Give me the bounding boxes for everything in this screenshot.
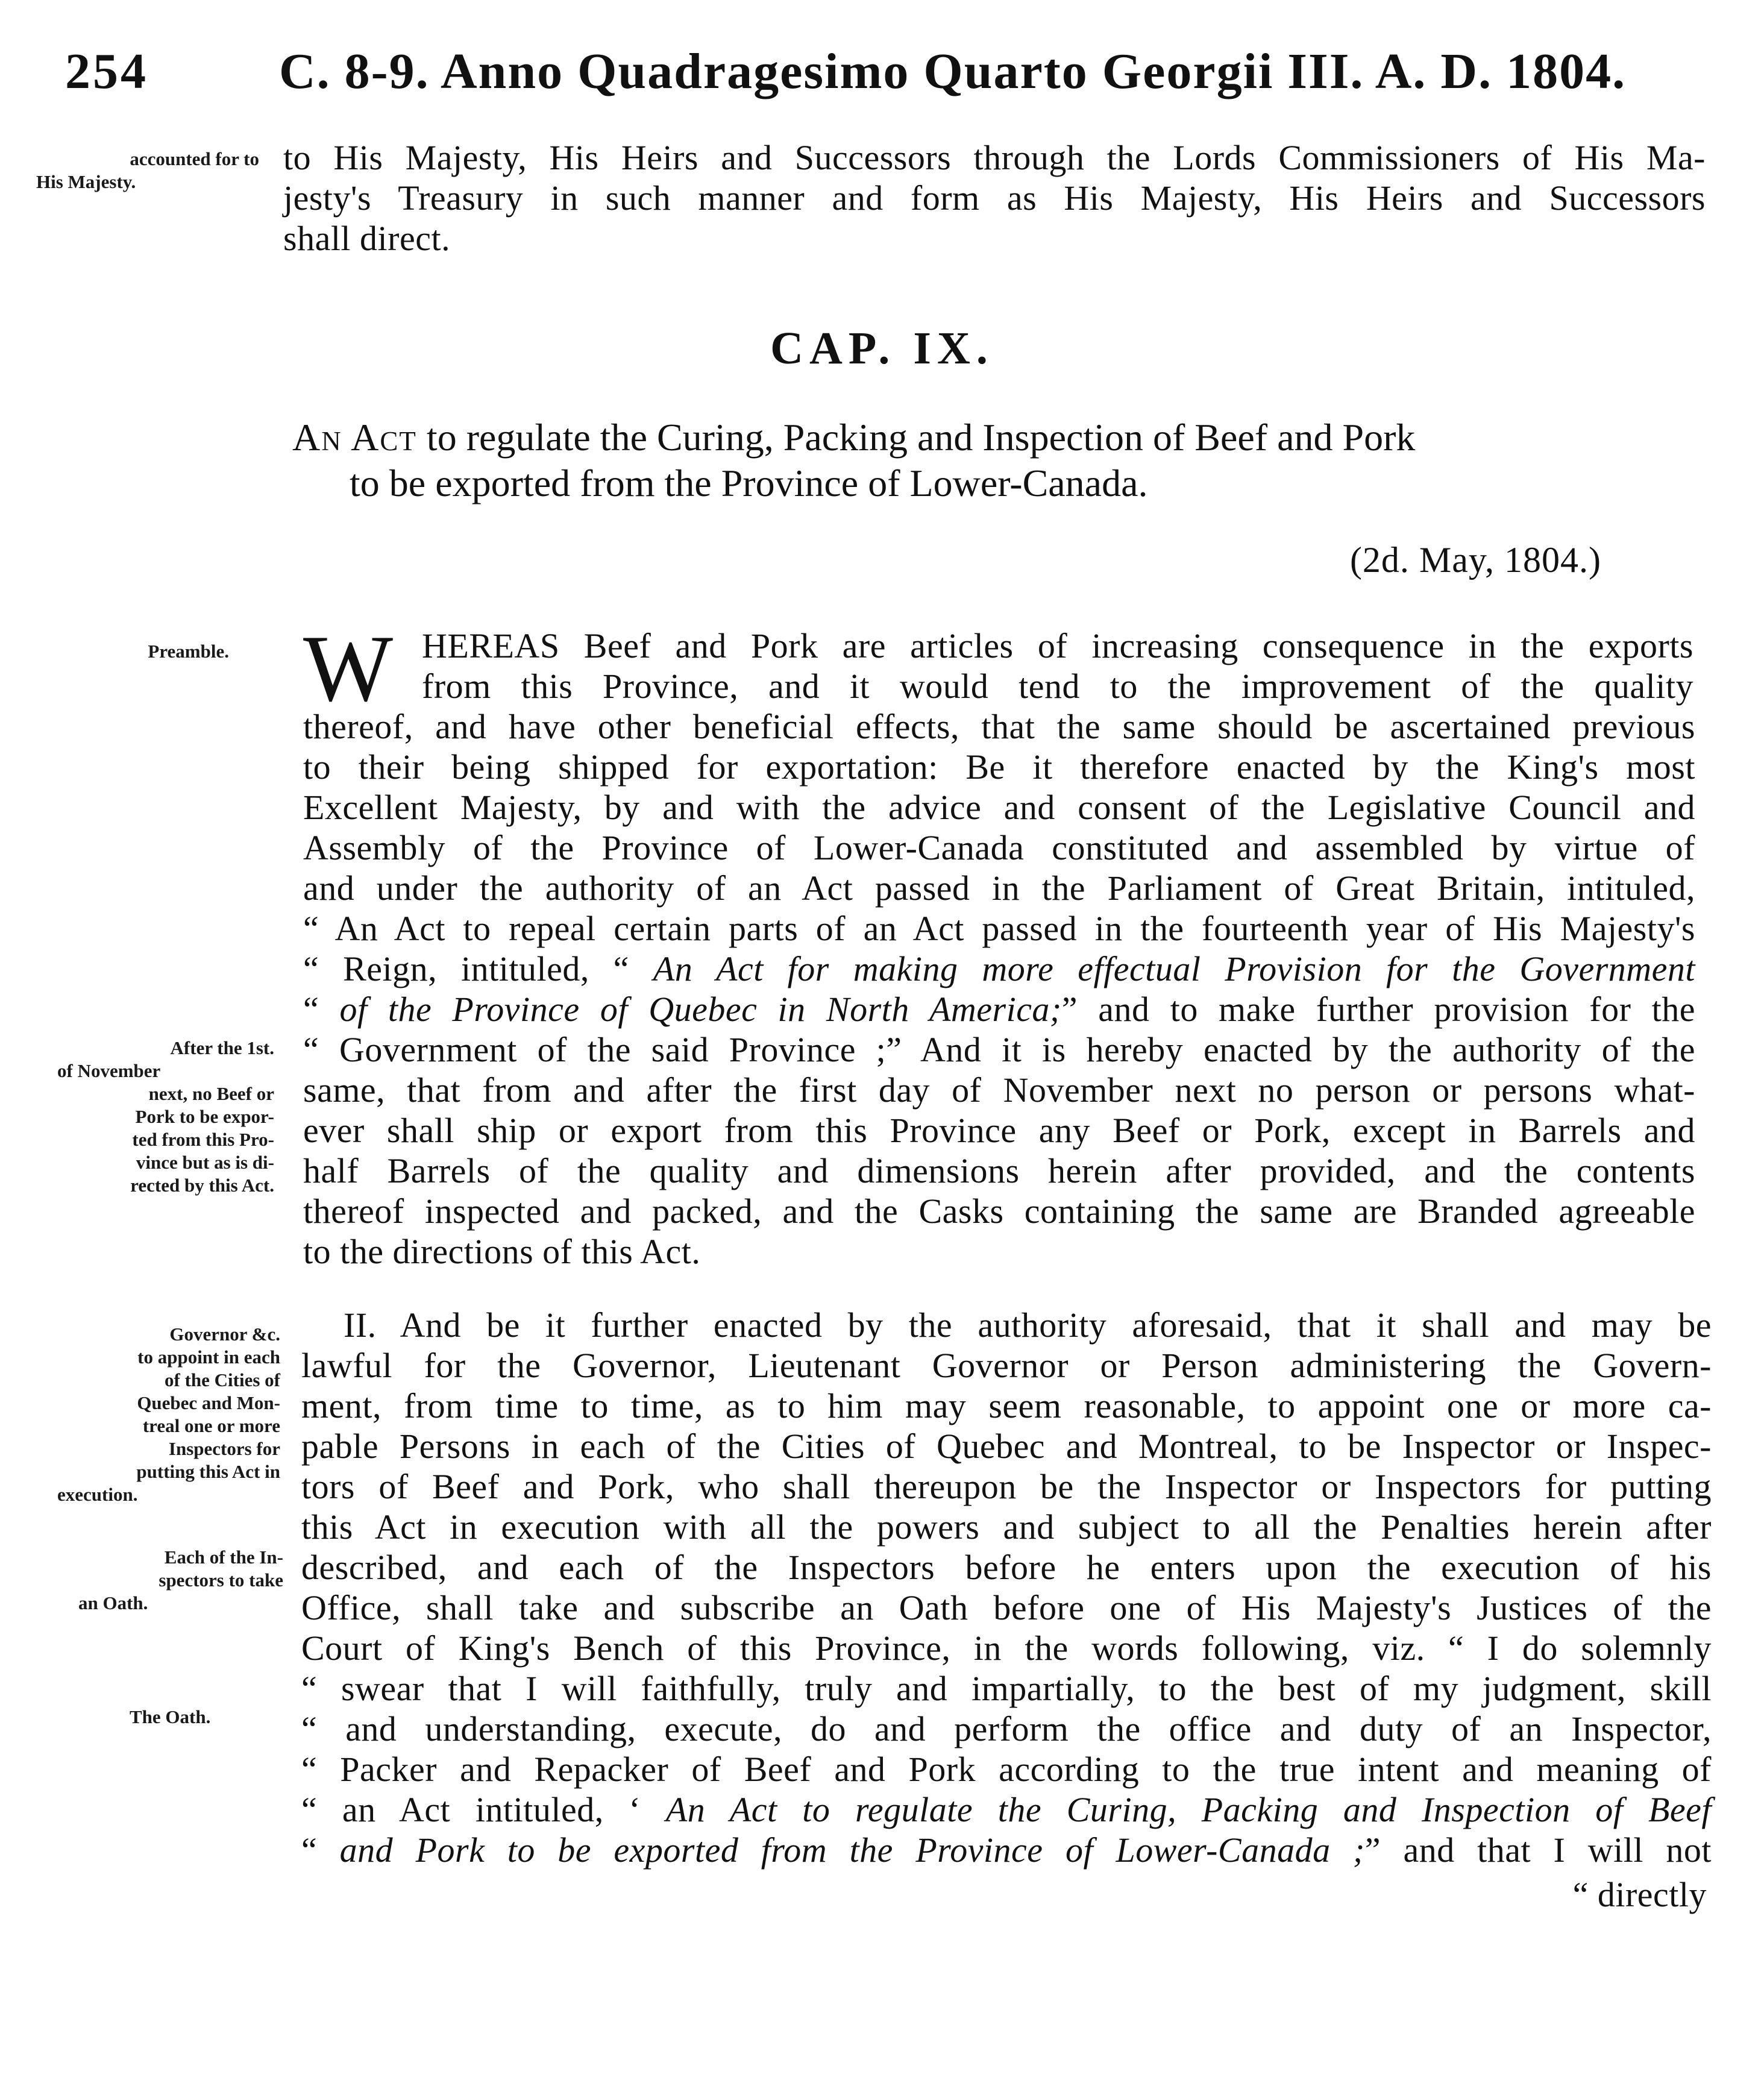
act-title-line: to be exported from the Province of Lower-Canada. [350,462,1148,504]
text-line: Court of King's Bench of this Province, in the words following, viz. “ I do solemnly [301,1629,1712,1668]
text-line: HEREAS Beef and Pork are articles of increasing consequence in the exports [422,626,1693,665]
text-line: thereof inspected and packed, and the Casks containing the same are Branded agreeable [303,1192,1695,1231]
page-number: 254 [65,43,148,99]
preamble-text [303,706,1695,1272]
text-line: same, that from and after the first day of November next no person or persons what- [303,1070,1695,1110]
margin-note-line: Quebec and Mon- [137,1392,280,1413]
margin-note-line: to appoint in each [137,1346,280,1368]
running-title: C. 8-9. Anno Quadragesimo Quarto Georgii III. A. D. 1804. [279,43,1627,99]
prev-chapter-text [283,137,1706,259]
text-segment: “ an Act intituled, ‘ [301,1790,666,1829]
italic-act-title: and Pork to be exported from the Province of Lower-Canada ; [339,1830,1365,1870]
margin-note-accounted [36,148,259,193]
act-lead: An Act [292,416,417,459]
text-line [301,1830,1712,1870]
italic-act-title: of the Province of Quebec in North America; [339,990,1062,1029]
chapter-heading: CAP. IX. [770,323,994,374]
margin-note-line: ted from this Pro- [132,1129,274,1150]
text-line: this Act in execution with all the powers and subject to all the Penalties herein after [301,1507,1712,1547]
text-line: and under the authority of an Act passed in the Parliament of Great Britain, intituled, [303,869,1695,908]
text-line: II. And be it further enacted by the authority aforesaid, that it shall and may be [344,1305,1712,1345]
margin-note-governor [57,1323,280,1506]
text-line: from this Province, and it would tend to the improvement of the quality [422,667,1693,706]
text-line: thereof, and have other beneficial effects, that the same should be ascertained previous [303,707,1695,746]
margin-note-line: Inspectors for [168,1438,280,1459]
text-line [303,949,1695,989]
text-line: tors of Beef and Pork, who shall thereupon be the Inspector or Inspectors for putting [301,1467,1712,1506]
margin-note-line: of November [57,1060,161,1081]
preamble-text-indented [422,626,1693,706]
act-title-text: to regulate the Curing, Packing and Inspection of Beef and Pork [416,416,1416,459]
text-line: Assembly of the Province of Lower-Canada constituted and assembled by virtue of [303,828,1695,867]
margin-note-line: execution. [57,1484,138,1505]
margin-note-after-november [57,1037,274,1197]
margin-note-each-inspector [78,1546,283,1615]
text-line: to His Majesty, His Heirs and Successors through the Lords Commissioners of His Ma- [283,138,1706,177]
text-line: shall direct. [283,219,451,258]
text-segment: “ [303,990,340,1029]
margin-note-line: an Oath. [78,1592,148,1613]
text-line: jesty's Treasury in such manner and form as His Majesty, His Heirs and Successors [283,178,1706,218]
margin-note-line: next, no Beef or [148,1083,274,1104]
section-2-text [301,1305,1712,1870]
act-title [292,415,1415,506]
margin-note-line: treal one or more [142,1415,280,1436]
text-segment: ” and that I will not [1364,1830,1712,1870]
text-line [303,908,1695,949]
running-header [65,42,1716,108]
text-line: “ swear that I will faithfully, truly and impartially, to the best of my judgment, skill [301,1669,1712,1708]
text-segment: “ An Act to repeal certain parts of an Act passed in the fourteenth year of His Majesty's [303,909,1695,948]
text-segment: ” and to make further provision for the [1061,990,1695,1029]
margin-note-line: accounted for to [130,148,259,169]
margin-note-line: rected by this Act. [130,1175,274,1196]
margin-note-line: Pork to be expor- [135,1106,274,1127]
text-line [303,989,1695,1029]
margin-note-line: vince but as is di- [136,1152,274,1173]
margin-note-line: Each of the In- [164,1547,283,1568]
text-line: “ and understanding, execute, do and perform the office and duty of an Inspector, [301,1709,1712,1748]
text-line: Excellent Majesty, by and with the advice and consent of the Legislative Council and [303,788,1695,827]
text-line: ment, from time to time, as to him may seem reasonable, to appoint one or more ca- [301,1386,1712,1425]
margin-note-line: His Majesty. [36,171,136,192]
text-segment: “ [301,1830,340,1870]
text-line: pable Persons in each of the Cities of Quebec and Montreal, to be Inspector or Inspec- [301,1427,1712,1466]
italic-act-title: An Act to regulate the Curing, Packing and Inspection of Beef [665,1790,1712,1829]
text-segment: “ Government of the said Province ;” And it is hereby enacted by the authority of the [303,1030,1695,1069]
margin-note-the-oath: The Oath. [130,1706,211,1727]
margin-note-line: Governor &c. [169,1324,280,1345]
margin-note-line: After the 1st. [170,1037,274,1058]
text-line [303,1029,1695,1070]
text-line: to the directions of this Act. [303,1232,701,1271]
text-line [301,1789,1712,1830]
text-line: lawful for the Governor, Lieutenant Governor or Person administering the Govern- [301,1346,1712,1385]
text-line: Office, shall take and subscribe an Oath before one of His Majesty's Justices of the [301,1588,1712,1627]
text-line: described, and each of the Inspectors before he enters upon the execution of his [301,1548,1712,1587]
drop-cap: W [303,616,394,721]
margin-note-line: putting this Act in [136,1461,280,1482]
act-date: (2d. May, 1804.) [1349,540,1601,580]
text-segment: “ Reign, intituled, “ [303,949,653,988]
text-line: ever shall ship or export from this Province any Beef or Pork, except in Barrels and [303,1111,1695,1150]
text-line: “ Packer and Repacker of Beef and Pork according to the true intent and meaning of [301,1750,1712,1789]
margin-note-preamble: Preamble. [148,641,229,662]
margin-note-line: spectors to take [159,1569,283,1591]
margin-note-line: of the Cities of [165,1369,280,1390]
catchword: “ directly [1572,1875,1707,1914]
text-line: to their being shipped for exportation: Be it therefore enacted by the King's most [303,747,1695,787]
italic-act-title: An Act for making more effectual Provision for the Government [653,949,1696,988]
act-title-line [292,415,1415,460]
text-line: half Barrels of the quality and dimensions herein after provided, and the contents [303,1151,1695,1190]
